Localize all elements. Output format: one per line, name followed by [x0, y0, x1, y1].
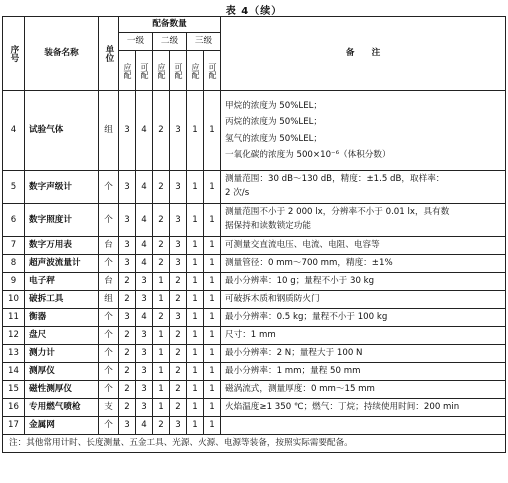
equipment-name: 测力计	[25, 345, 99, 363]
equipment-name: 超声波流量计	[25, 255, 99, 273]
remark-line: 磁涡流式，测量厚度：0 mm～15 mm	[225, 383, 375, 394]
level3-can: 1	[204, 363, 221, 381]
level2-can: 2	[170, 399, 187, 417]
level2-can: 3	[170, 255, 187, 273]
level3-can: 1	[204, 204, 221, 237]
level2-should: 2	[153, 417, 170, 435]
level3-should: 1	[187, 309, 204, 327]
table-row	[3, 291, 506, 309]
level1-can: 4	[136, 309, 153, 327]
table-row	[3, 381, 506, 399]
unit-cell: 个	[99, 417, 119, 435]
unit-cell: 支	[99, 399, 119, 417]
row-number: 6	[3, 204, 25, 237]
unit-cell: 个	[99, 381, 119, 399]
unit-cell: 组	[99, 91, 119, 171]
header-level3: 三级	[187, 33, 221, 51]
table-row	[3, 327, 506, 345]
level2-should: 1	[153, 399, 170, 417]
level3-can: 1	[204, 417, 221, 435]
header-unit: 单位	[99, 17, 119, 91]
level1-can: 4	[136, 204, 153, 237]
equipment-name: 数字万用表	[25, 237, 99, 255]
level1-should: 3	[119, 237, 136, 255]
row-number: 12	[3, 327, 25, 345]
row-number: 5	[3, 171, 25, 204]
level3-should: 1	[187, 327, 204, 345]
level2-can: 3	[170, 237, 187, 255]
level1-should: 2	[119, 381, 136, 399]
level1-can: 3	[136, 327, 153, 345]
equipment-name: 金属网	[25, 417, 99, 435]
unit-cell: 台	[99, 273, 119, 291]
header-can-2: 可配	[170, 51, 187, 91]
row-number: 9	[3, 273, 25, 291]
remark-cell	[221, 327, 506, 345]
header-can-1: 可配	[136, 51, 153, 91]
level2-can: 2	[170, 381, 187, 399]
table-row	[3, 171, 506, 204]
level1-should: 3	[119, 91, 136, 171]
level2-can: 3	[170, 171, 187, 204]
unit-cell: 个	[99, 327, 119, 345]
level1-can: 4	[136, 417, 153, 435]
header-seq: 序号	[3, 17, 25, 91]
equipment-table	[2, 16, 506, 453]
equipment-name: 破拆工具	[25, 291, 99, 309]
level2-should: 2	[153, 171, 170, 204]
level2-should: 2	[153, 309, 170, 327]
remark-cell	[221, 345, 506, 363]
level2-can: 2	[170, 327, 187, 345]
header-should-1: 应配	[119, 51, 136, 91]
table-row	[3, 91, 506, 171]
level1-should: 2	[119, 345, 136, 363]
level3-should: 1	[187, 171, 204, 204]
row-number: 15	[3, 381, 25, 399]
level2-should: 2	[153, 255, 170, 273]
remark-line: 最小分辨率：1 mm；量程 50 mm	[225, 365, 361, 376]
row-number: 17	[3, 417, 25, 435]
level1-can: 4	[136, 91, 153, 171]
row-number: 14	[3, 363, 25, 381]
remark-line: 甲烷的浓度为 50%LEL；	[225, 100, 323, 111]
level3-can: 1	[204, 309, 221, 327]
remark-line: 火焰温度≥1 350 ℃；燃气：丁烷；持续使用时间：200 min	[225, 401, 460, 412]
equipment-name: 磁性测厚仪	[25, 381, 99, 399]
level2-can: 3	[170, 91, 187, 171]
level2-should: 1	[153, 327, 170, 345]
remark-cell	[221, 417, 506, 435]
remark-line: 可测量交直流电压、电流、电阻、电容等	[225, 239, 380, 250]
equipment-name: 数字照度计	[25, 204, 99, 237]
table-row	[3, 363, 506, 381]
equipment-name: 测厚仪	[25, 363, 99, 381]
unit-cell: 个	[99, 204, 119, 237]
remark-cell	[221, 273, 506, 291]
remark-cell	[221, 309, 506, 327]
level3-can: 1	[204, 255, 221, 273]
row-number: 13	[3, 345, 25, 363]
remark-cell	[221, 363, 506, 381]
row-number: 11	[3, 309, 25, 327]
level1-can: 4	[136, 237, 153, 255]
remark-line: 氢气的浓度为 50%LEL；	[225, 133, 323, 144]
header-name: 装备名称	[25, 17, 99, 91]
row-number: 7	[3, 237, 25, 255]
level1-should: 2	[119, 363, 136, 381]
level1-should: 3	[119, 309, 136, 327]
level2-can: 3	[170, 204, 187, 237]
table-footnote: 注：其他常用计时、长度测量、五金工具、光源、火源、电源等装备，按照实际需要配备。	[3, 435, 506, 453]
header-should-3: 应配	[187, 51, 204, 91]
level3-should: 1	[187, 237, 204, 255]
level3-should: 1	[187, 399, 204, 417]
unit-cell: 个	[99, 171, 119, 204]
level3-can: 1	[204, 399, 221, 417]
remark-cell	[221, 91, 506, 171]
table-row	[3, 255, 506, 273]
table-header	[3, 17, 506, 91]
remark-cell	[221, 381, 506, 399]
equipment-name: 数字声级计	[25, 171, 99, 204]
equipment-name: 专用燃气喷枪	[25, 399, 99, 417]
remark-line: 最小分辨率：2 N；量程大于 100 N	[225, 347, 363, 358]
level2-should: 2	[153, 204, 170, 237]
level1-should: 3	[119, 204, 136, 237]
table-title: 表 4（续）	[225, 6, 283, 17]
level3-can: 1	[204, 327, 221, 345]
table-body	[3, 91, 506, 435]
level2-can: 2	[170, 363, 187, 381]
remark-line: 最小分辨率：10 g；量程不小于 30 kg	[225, 275, 375, 286]
level3-can: 1	[204, 273, 221, 291]
remark-line: 2 次/s	[225, 188, 250, 198]
remark-line: 丙烷的浓度为 50%LEL；	[225, 117, 323, 128]
level1-should: 2	[119, 327, 136, 345]
level2-should: 1	[153, 381, 170, 399]
unit-cell: 个	[99, 363, 119, 381]
unit-cell: 台	[99, 237, 119, 255]
level3-should: 1	[187, 273, 204, 291]
level3-can: 1	[204, 237, 221, 255]
header-qty: 配备数量	[119, 17, 221, 33]
remark-cell	[221, 204, 506, 237]
level1-should: 3	[119, 171, 136, 204]
equipment-name: 盘尺	[25, 327, 99, 345]
level1-should: 3	[119, 417, 136, 435]
level1-can: 3	[136, 291, 153, 309]
header-can-3: 可配	[204, 51, 221, 91]
remark-cell	[221, 399, 506, 417]
equipment-name: 衡器	[25, 309, 99, 327]
table-row	[3, 273, 506, 291]
level1-should: 3	[119, 255, 136, 273]
level1-should: 2	[119, 273, 136, 291]
row-number: 16	[3, 399, 25, 417]
level2-can: 2	[170, 273, 187, 291]
header-remark: 备 注	[221, 17, 506, 91]
table-row	[3, 237, 506, 255]
table-row	[3, 309, 506, 327]
remark-cell	[221, 237, 506, 255]
level1-should: 2	[119, 399, 136, 417]
level2-should: 1	[153, 291, 170, 309]
remark-line: 可破拆木质和钢质防火门	[225, 293, 320, 304]
remark-line: 据保持和读数锁定功能	[225, 221, 311, 231]
equipment-name: 试验气体	[25, 91, 99, 171]
level3-can: 1	[204, 345, 221, 363]
level1-can: 3	[136, 363, 153, 381]
level2-should: 1	[153, 273, 170, 291]
level1-can: 3	[136, 399, 153, 417]
level2-should: 1	[153, 345, 170, 363]
level2-can: 2	[170, 291, 187, 309]
unit-cell: 组	[99, 291, 119, 309]
level2-should: 2	[153, 237, 170, 255]
header-should-2: 应配	[153, 51, 170, 91]
remark-line: 尺寸：1 mm	[225, 329, 276, 340]
remark-cell	[221, 171, 506, 204]
unit-cell: 个	[99, 309, 119, 327]
remark-line: 一氧化碳的浓度为 500×10⁻⁶（体积分数）	[225, 149, 391, 160]
remark-line: 最小分辨率：0.5 kg；量程不小于 100 kg	[225, 311, 388, 322]
table-row	[3, 345, 506, 363]
level1-can: 3	[136, 345, 153, 363]
level1-can: 3	[136, 273, 153, 291]
row-number: 4	[3, 91, 25, 171]
level2-can: 3	[170, 309, 187, 327]
remark-cell	[221, 255, 506, 273]
level1-can: 4	[136, 255, 153, 273]
level3-should: 1	[187, 345, 204, 363]
level1-should: 2	[119, 291, 136, 309]
level3-should: 1	[187, 417, 204, 435]
header-level1: 一级	[119, 33, 153, 51]
level3-should: 1	[187, 291, 204, 309]
level1-can: 4	[136, 171, 153, 204]
table-row	[3, 204, 506, 237]
level3-can: 1	[204, 91, 221, 171]
level3-should: 1	[187, 91, 204, 171]
remark-line: 测量范围不小于 2 000 lx，分辨率不小于 0.01 lx，具有数	[225, 207, 450, 218]
table-row	[3, 417, 506, 435]
table-row	[3, 399, 506, 417]
level2-can: 2	[170, 345, 187, 363]
level2-should: 1	[153, 363, 170, 381]
level3-should: 1	[187, 255, 204, 273]
level3-should: 1	[187, 363, 204, 381]
level1-can: 3	[136, 381, 153, 399]
header-level2: 二级	[153, 33, 187, 51]
remark-cell	[221, 291, 506, 309]
remark-line: 测量范围：30 dB～130 dB，精度：±1.5 dB，取样率：	[225, 174, 445, 185]
row-number: 8	[3, 255, 25, 273]
level3-can: 1	[204, 291, 221, 309]
level3-can: 1	[204, 171, 221, 204]
remark-line: 测量管径：0 mm～700 mm，精度：±1%	[225, 257, 393, 268]
level3-can: 1	[204, 381, 221, 399]
equipment-name: 电子秤	[25, 273, 99, 291]
row-number: 10	[3, 291, 25, 309]
unit-cell: 个	[99, 345, 119, 363]
unit-cell: 个	[99, 255, 119, 273]
level2-can: 3	[170, 417, 187, 435]
level2-should: 2	[153, 91, 170, 171]
level3-should: 1	[187, 381, 204, 399]
level3-should: 1	[187, 204, 204, 237]
